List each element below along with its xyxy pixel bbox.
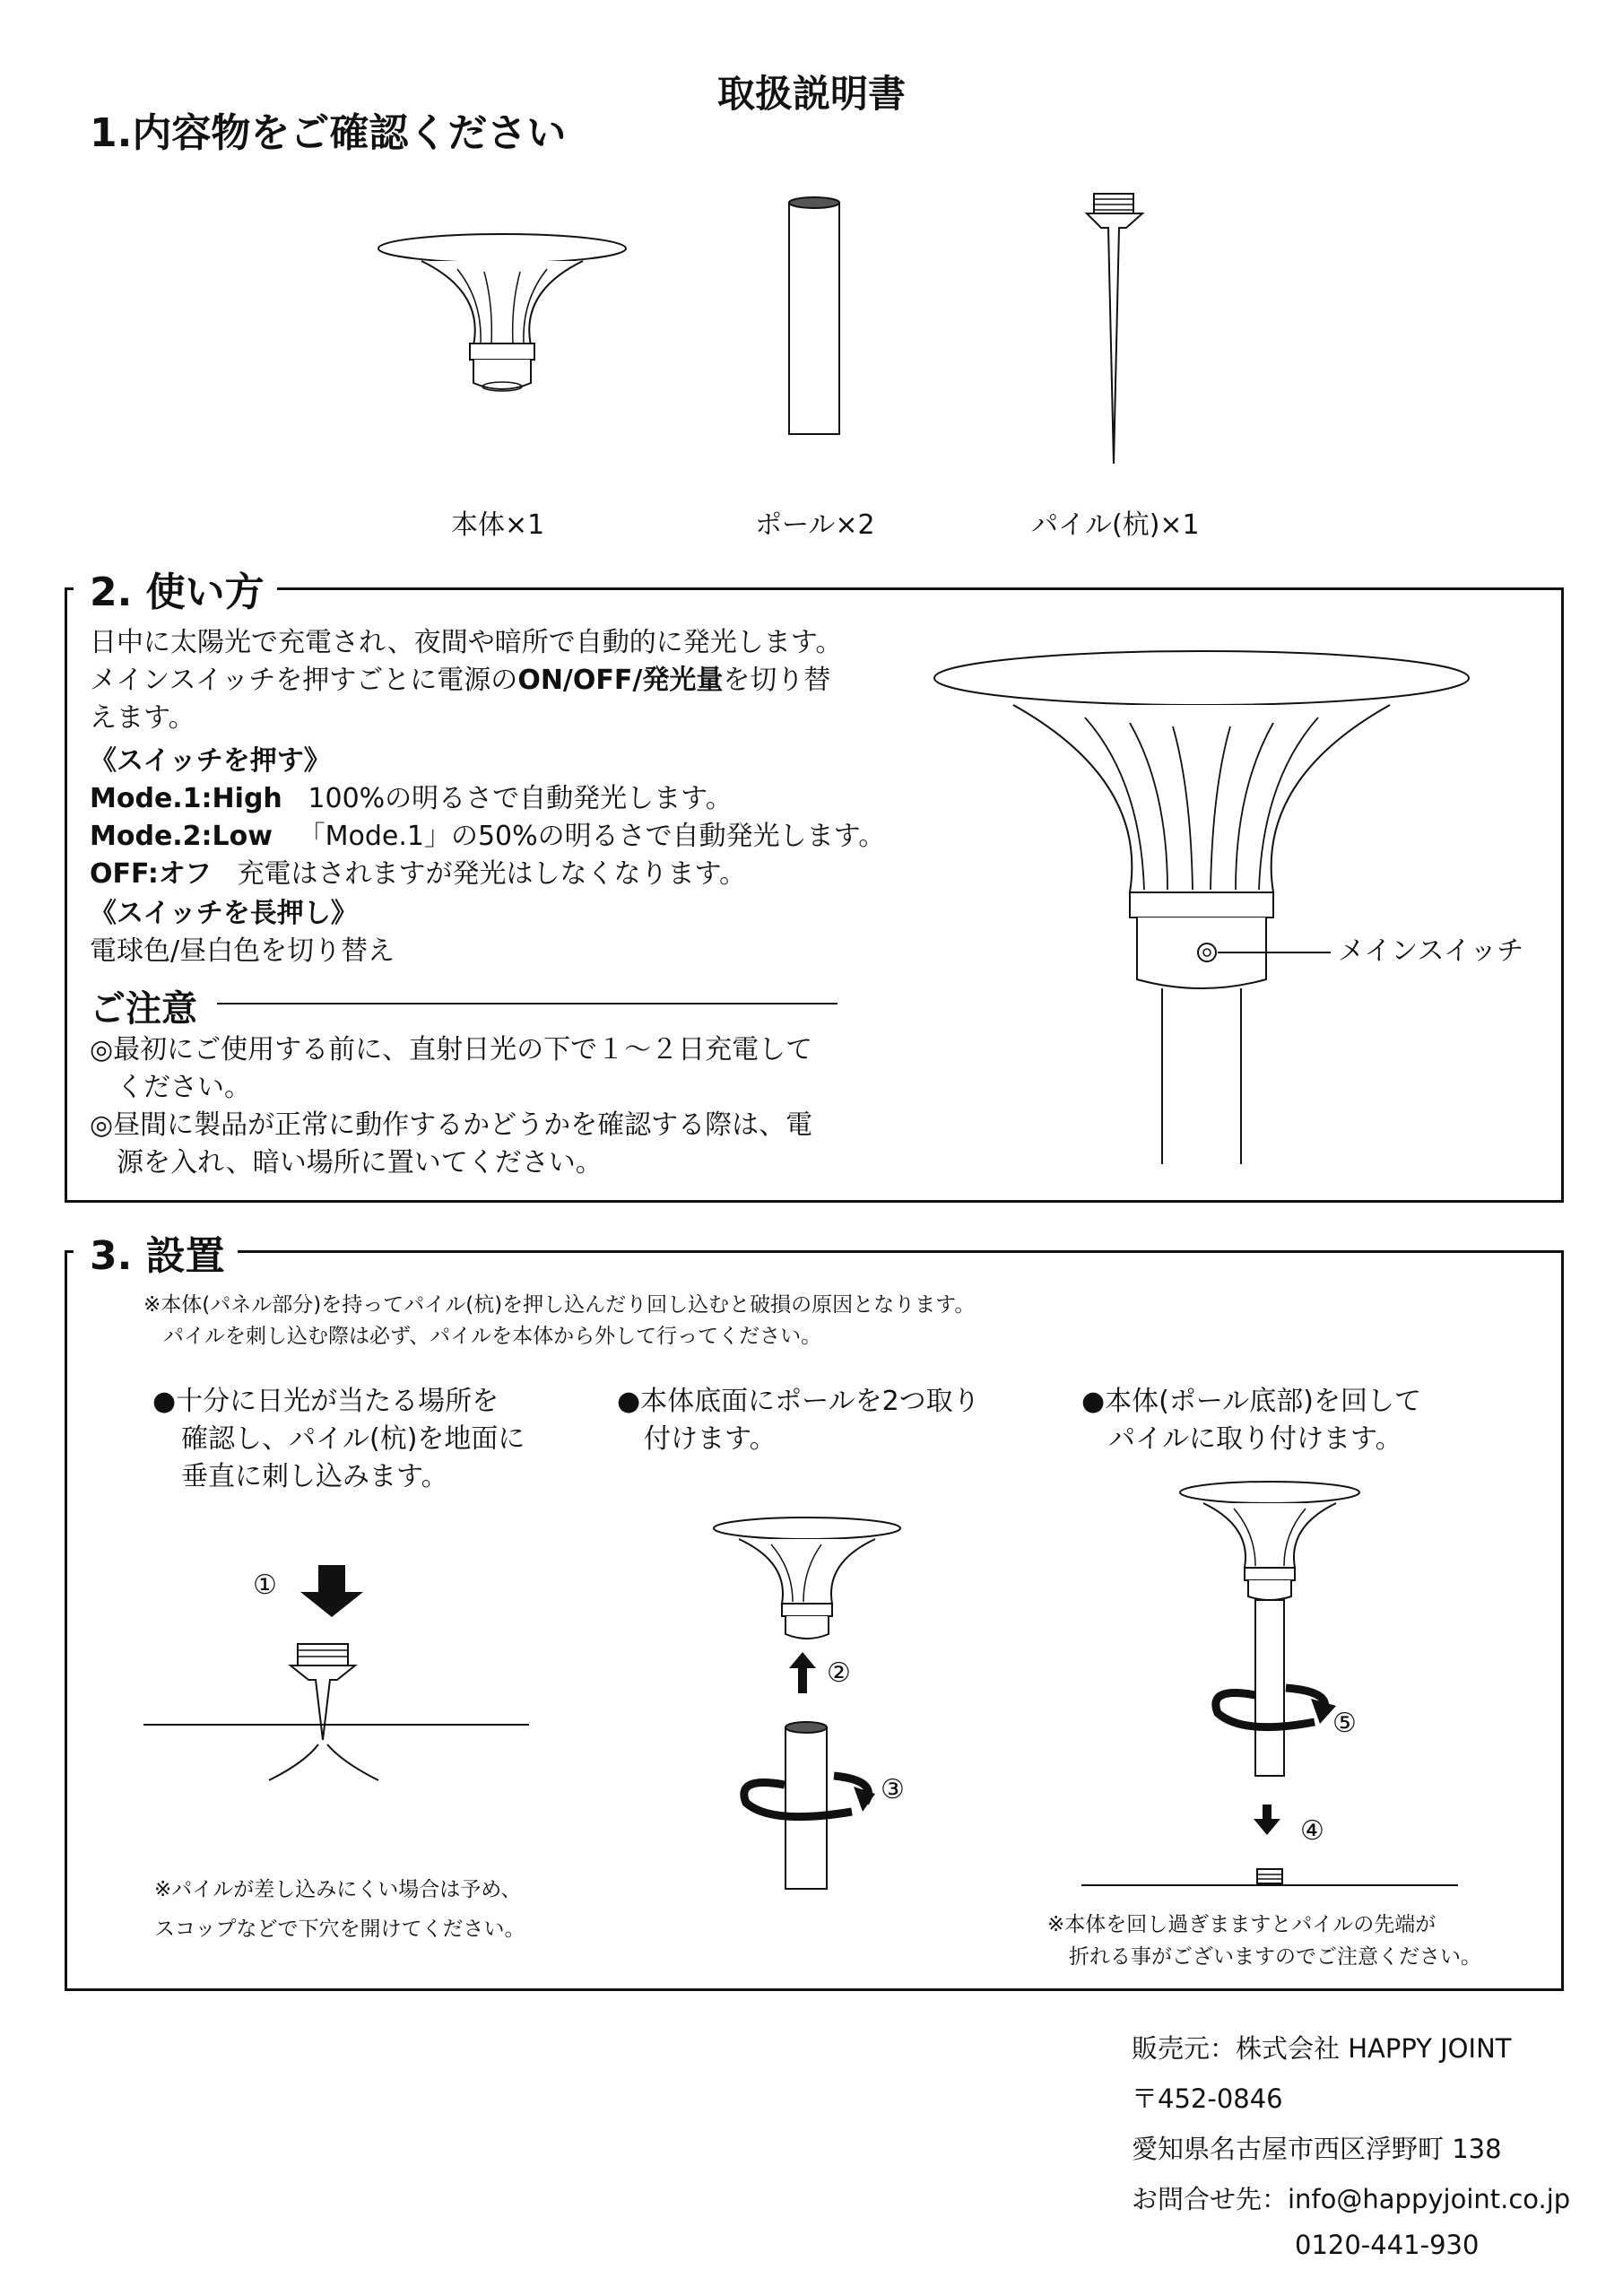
postal-code: 〒452-0846 [1132,2083,1283,2114]
step3-body-twist-illustration [1072,1480,1467,1892]
step2-pole-attach-illustration [699,1516,915,1892]
marker-5: ⑤ [1332,1708,1357,1739]
section2-heading: 2. 使い方 [74,560,277,617]
installation-note-line-1: ※本体(パネル部分)を持ってパイル(杭)を押し込んだり回し込むと破損の原因となります。 [143,1293,976,1317]
marker-4: ④ [1300,1815,1324,1847]
caution-2-line-2: 源を入れ、暗い場所に置いてください。 [117,1147,603,1178]
step-3-text: ●本体(ポール底部)を回して パイルに取り付けます。 [1081,1386,1421,1455]
caution-list [90,1031,861,1182]
marker-2: ② [827,1657,851,1689]
pile-illustration [1083,190,1146,468]
pole-illustration [787,196,843,438]
lamp-head-illustration [377,229,628,399]
step-1-text: ●十分に日光が当たる場所を 確認し、パイル(杭)を地面に 垂直に刺し込みます。 [152,1386,525,1492]
contact-email: お問合せ先：info@happyjoint.co.jp [1132,2184,1571,2214]
step-2-text: ●本体底面にポールを2つ取り 付けます。 [617,1386,980,1455]
caution-heading: ご注意 [90,988,197,1030]
intro-line-1: 日中に太陽光で充電され、夜間や暗所で自動的に発光します。 [90,627,843,658]
document-title: 取扱説明書 [716,72,906,116]
caution-1-line-1: ◎最初にご使用する前に、直射日光の下で１～２日充電して [90,1034,813,1065]
lamp-switch-illustration [933,646,1471,1175]
caution-divider [217,1003,838,1004]
intro-line-2: メインスイッチを押すごとに電源のON/OFF/発光量を切り替 [90,665,831,696]
mode-1: Mode.1:High 100%の明るさで自動発光します。 [90,783,733,814]
item-pile-label: パイル(杭)×1 [1031,509,1200,541]
address: 愛知県名古屋市西区浮野町 138 [1132,2134,1502,2164]
installation-note-line-2: パイルを刺し込む際は必ず、パイルを本体から外して行ってください。 [163,1325,822,1348]
mode-off: OFF:オフ 充電はされますが発光はしなくなります。 [90,858,747,890]
caution-2-line-1: ◎昼間に製品が正常に動作するかどうかを確認する際は、電 [90,1109,813,1141]
item-pole-label: ポール×2 [755,509,875,541]
mode-list [90,780,897,893]
intro-line-3: えます。 [90,702,195,734]
main-switch-label: メインスイッチ [1338,935,1524,967]
section3-heading: 3. 設置 [74,1223,238,1281]
long-press-desc: 電球色/昼白色を切り替え [90,935,395,967]
item-body-label: 本体×1 [451,509,545,541]
step1-note: ※パイルが差し込みにくい場合は予め、 スコップなどで下穴を開けてください。 [154,1878,525,1941]
step3-note: ※本体を回し過ぎまますとパイルの先端が 折れる事がございますのでご注意ください。 [1047,1913,1481,1969]
seller-info: 販売元：株式会社 HAPPY JOINT [1132,2033,1512,2064]
section1-heading: 1.内容物をご確認ください [90,110,567,156]
push-heading: 《スイッチを押す》 [90,745,331,777]
marker-3: ③ [881,1774,905,1805]
marker-1: ① [253,1570,277,1601]
caution-1-line-2: ください。 [117,1072,251,1103]
long-press-heading: 《スイッチを長押し》 [90,898,358,929]
installation-note [143,1290,1506,1352]
contact-phone: 0120-441-930 [1295,2230,1480,2260]
mode-2: Mode.2:Low 「Mode.1」の50%の明るさで自動発光します。 [90,821,886,852]
step1-pile-ground-illustration [143,1565,538,1834]
usage-intro [90,624,861,737]
